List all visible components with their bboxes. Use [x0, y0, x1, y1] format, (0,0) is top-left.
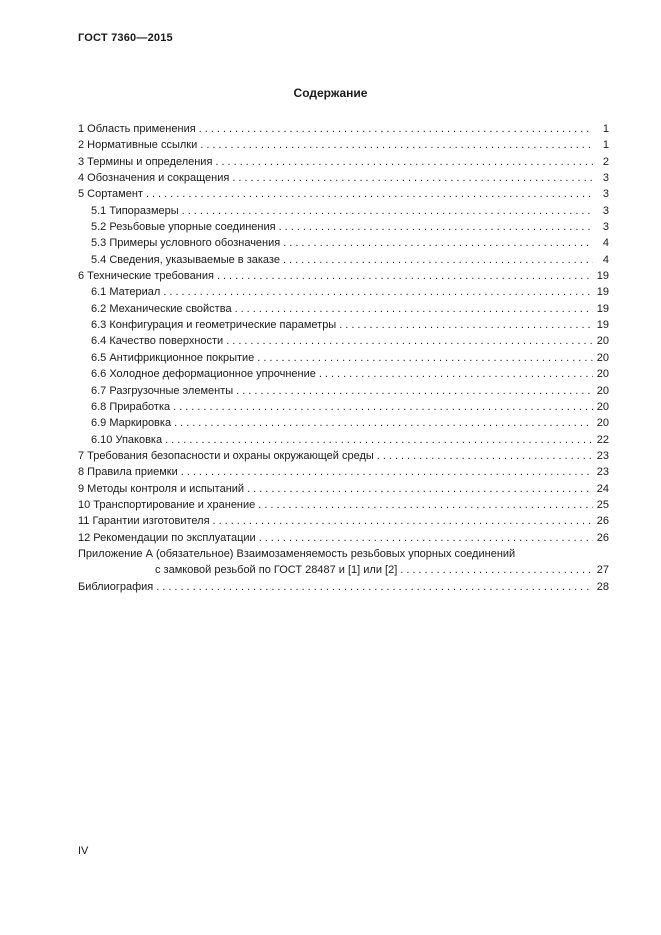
toc-entry: [78, 284, 609, 300]
toc-dot-leader: [163, 284, 593, 300]
toc-dot-leader: [232, 170, 593, 186]
toc-dot-leader: [400, 562, 593, 578]
toc-entry: [78, 530, 609, 546]
toc-entry-label: 2 Нормативные ссылки: [78, 139, 198, 152]
toc-entry-page-number: 19: [596, 270, 609, 283]
toc-entry-label: 8 Правила приемки: [78, 466, 178, 479]
toc-dot-leader: [247, 481, 593, 497]
document-number: ГОСТ 7360—2015: [78, 32, 173, 44]
toc-entry-label: 6.1 Материал: [91, 286, 161, 299]
toc-entry-page-number: 20: [596, 417, 609, 430]
toc-entry: [78, 219, 609, 235]
toc-entry-label: 4 Обозначения и сокращения: [78, 172, 230, 185]
toc-entry-page-number: 23: [596, 449, 609, 462]
toc-entry-label: 6.5 Антифрикционное покрытие: [91, 351, 255, 364]
toc-entry: [78, 170, 609, 186]
toc-entry: [78, 350, 609, 366]
toc-entry-page-number: 23: [596, 466, 609, 479]
toc-dot-leader: [173, 399, 593, 415]
toc-entry-label: Приложение А (обязательное) Взаимозаменяемость резьбовых упорных соединений: [78, 547, 516, 560]
toc-entry-label: 6 Технические требования: [78, 270, 214, 283]
toc-entry-label: с замковой резьбой по ГОСТ 28487 и [1] или [2]: [155, 564, 398, 577]
toc-dot-leader: [182, 203, 593, 219]
toc-dot-leader: [215, 154, 593, 170]
toc-entry-label: 6.7 Разгрузочные элементы: [91, 384, 234, 397]
toc-entry-label: 6.6 Холодное деформационное упрочнение: [91, 368, 316, 381]
toc-entry-page-number: 3: [602, 172, 609, 185]
toc-dot-leader: [156, 579, 593, 595]
toc-dot-leader: [319, 366, 593, 382]
toc-dot-leader: [257, 350, 593, 366]
toc-entry-label: 5 Сортамент: [78, 188, 143, 201]
toc-entry-label: 3 Термины и определения: [78, 155, 213, 168]
toc-entry-label: 5.4 Сведения, указываемые в заказе: [91, 253, 280, 266]
toc-entry: [78, 513, 609, 529]
toc-entry-label: 10 Транспортирование и хранение: [78, 498, 256, 511]
toc-dot-leader: [217, 268, 593, 284]
toc-dot-leader: [165, 432, 593, 448]
toc-entry-label: 11 Гарантии изготовителя: [78, 515, 210, 528]
toc-entry-label: 6.10 Упаковка: [91, 433, 163, 446]
toc-entry-label: 12 Рекомендации по эксплуатации: [78, 531, 256, 544]
toc-entry: [78, 186, 609, 202]
toc-entry: [78, 432, 609, 448]
toc-dot-leader: [279, 219, 593, 235]
toc-entry-page-number: 1: [602, 123, 609, 135]
toc-entry: [78, 497, 609, 513]
toc-entry-page-number: 20: [596, 335, 609, 348]
toc-entry-label: 6.9 Маркировка: [91, 417, 172, 430]
toc-entry-label: 1 Область применения: [78, 123, 196, 135]
toc-list: [78, 121, 609, 595]
toc-entry-label: 6.3 Конфигурация и геометрические параметры: [91, 319, 337, 332]
toc-dot-leader: [146, 186, 593, 202]
toc-entry: [78, 235, 609, 251]
toc-entry-page-number: 24: [596, 482, 609, 495]
toc-entry-label: 6.8 Приработка: [91, 400, 171, 413]
toc-dot-leader: [226, 333, 593, 349]
toc-entry-page-number: 26: [596, 515, 609, 528]
toc-dot-leader: [283, 235, 593, 251]
toc-entry-page-number: 26: [596, 531, 609, 544]
toc-entry-page-number: 4: [602, 253, 609, 266]
page-title: Содержание: [293, 86, 368, 100]
toc-entry: [78, 579, 609, 595]
toc-dot-leader: [377, 448, 593, 464]
toc-entry-page-number: 19: [596, 302, 609, 315]
toc-dot-leader: [258, 497, 593, 513]
toc-entry-page-number: 20: [596, 400, 609, 413]
toc-dot-leader: [339, 317, 593, 333]
toc-dot-leader: [236, 383, 593, 399]
toc-entry: [78, 415, 609, 431]
toc-entry: [78, 383, 609, 399]
toc-entry-page-number: 20: [596, 351, 609, 364]
toc-entry: [78, 546, 609, 562]
toc-entry: [78, 562, 609, 578]
toc-entry-label: 5.1 Типоразмеры: [91, 204, 179, 217]
toc-entry: [78, 252, 609, 268]
toc-entry: [78, 464, 609, 480]
toc-dot-leader: [235, 301, 593, 317]
toc-entry-label: 5.2 Резьбовые упорные соединения: [91, 221, 276, 234]
toc-entry-page-number: 20: [596, 368, 609, 381]
toc-entry-label: 6.4 Качество поверхности: [91, 335, 224, 348]
toc-entry-page-number: 28: [596, 580, 609, 593]
toc-entry-page-number: 3: [602, 221, 609, 234]
toc-entry-page-number: 19: [596, 286, 609, 299]
toc-entry-page-number: 22: [596, 433, 609, 446]
toc-entry: [78, 268, 609, 284]
toc-dot-leader: [259, 530, 593, 546]
toc-dot-leader: [174, 415, 593, 431]
toc-entry-label: 6.2 Механические свойства: [91, 302, 232, 315]
toc-dot-leader: [283, 252, 593, 268]
toc-entry: [78, 333, 609, 349]
toc-dot-leader: [213, 513, 593, 529]
toc-entry-page-number: 2: [602, 155, 609, 168]
toc-entry: [78, 317, 609, 333]
toc-dot-leader: [199, 121, 593, 137]
toc-dot-leader: [181, 464, 593, 480]
toc-dot-leader: [200, 137, 593, 153]
toc-entry-page-number: 19: [596, 319, 609, 332]
toc-entry-label: Библиография: [78, 580, 154, 593]
toc-entry: [78, 121, 609, 137]
toc-entry: [78, 399, 609, 415]
toc-entry: [78, 301, 609, 317]
toc-entry: [78, 137, 609, 153]
toc-entry-page-number: 3: [602, 188, 609, 201]
toc-entry-label: 5.3 Примеры условного обозначения: [91, 237, 281, 250]
toc-entry-page-number: 20: [596, 384, 609, 397]
toc-entry: [78, 203, 609, 219]
toc-entry-label: 9 Методы контроля и испытаний: [78, 482, 245, 495]
page-number-footer: IV: [78, 845, 89, 857]
toc-entry: [78, 448, 609, 464]
toc-entry-page-number: 3: [602, 204, 609, 217]
toc-entry-page-number: 4: [602, 237, 609, 250]
toc-entry: [78, 366, 609, 382]
toc-entry: [78, 154, 609, 170]
toc-entry-page-number: 25: [596, 498, 609, 511]
toc-entry-page-number: 27: [596, 564, 609, 577]
toc-entry-label: 7 Требования безопасности и охраны окружающей среды: [78, 449, 374, 462]
toc-entry: [78, 481, 609, 497]
toc-entry-page-number: 1: [602, 139, 609, 152]
